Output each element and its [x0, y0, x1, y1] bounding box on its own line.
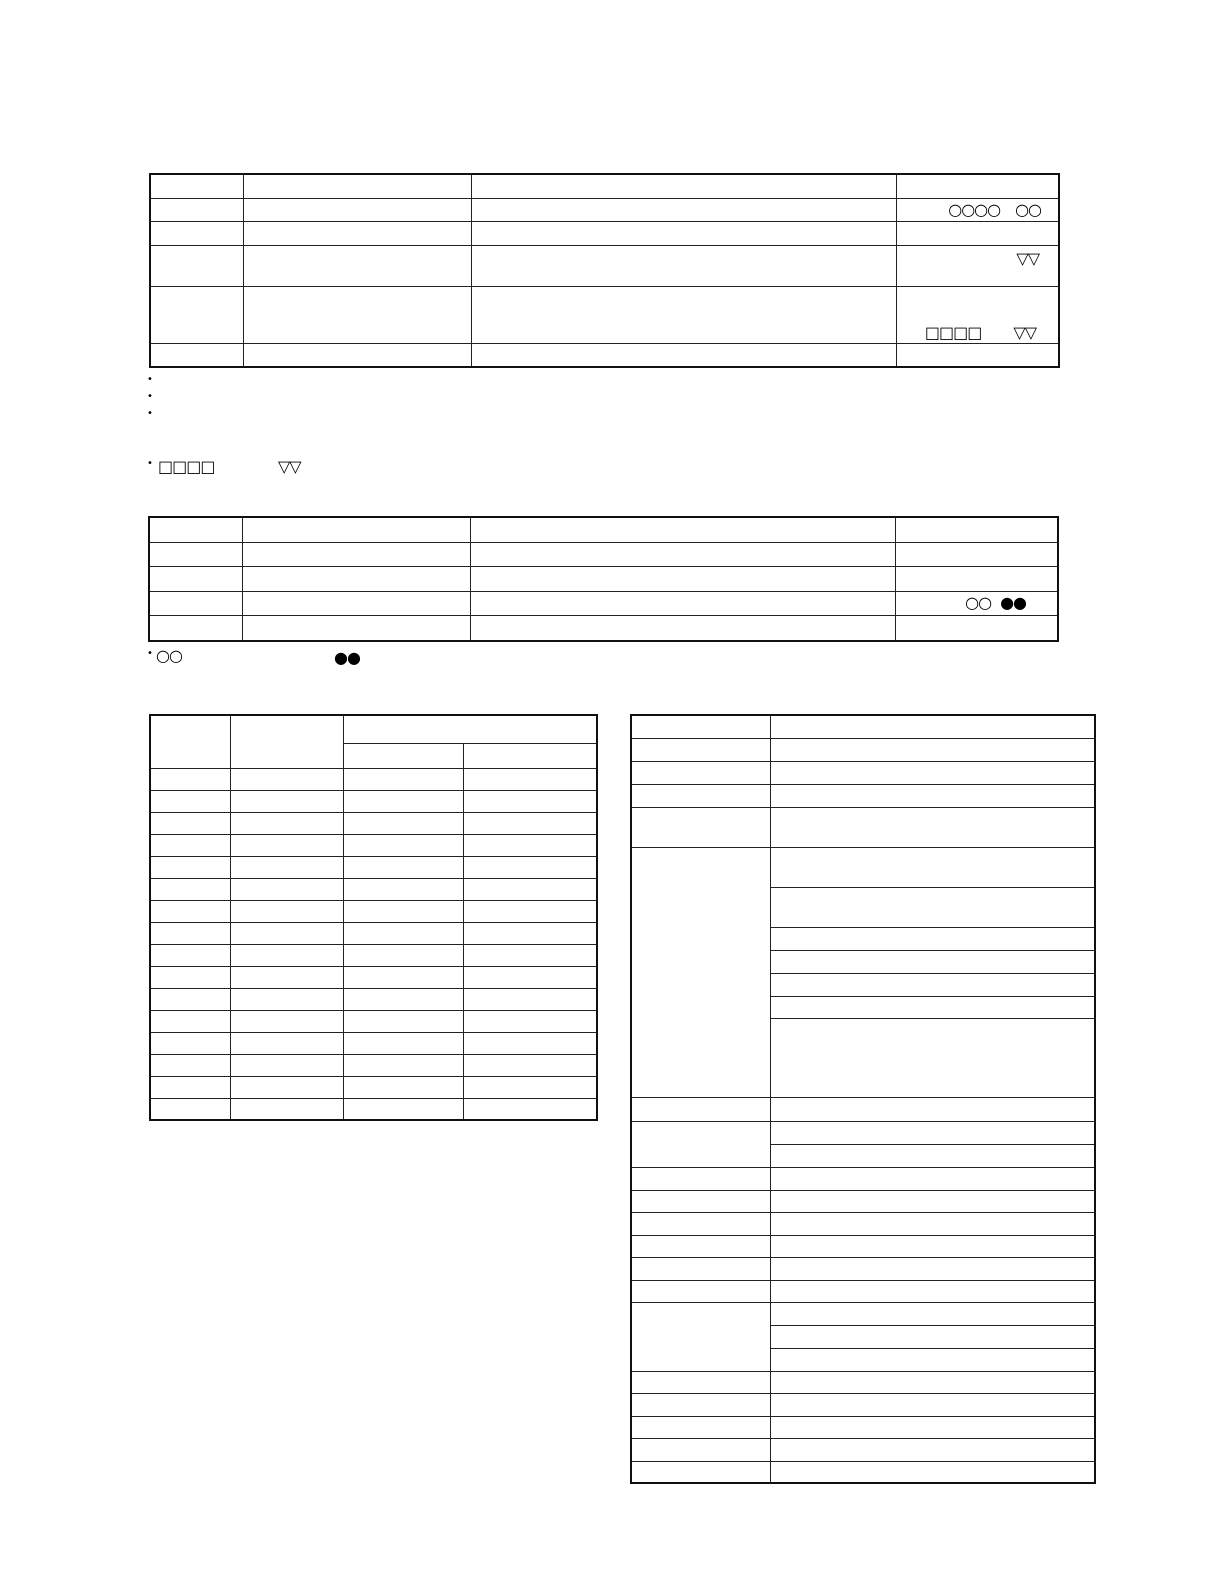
table-cell — [770, 847, 1095, 887]
table-cell — [896, 221, 1059, 245]
table-cell — [463, 768, 597, 790]
squares-symbol: □□□□ — [924, 322, 982, 342]
table-row — [150, 1032, 597, 1054]
table-cell — [631, 1371, 770, 1393]
table-cell — [343, 1054, 463, 1076]
table-cell — [770, 1144, 1095, 1167]
table-cell — [770, 738, 1095, 761]
table-row — [150, 900, 597, 922]
table-row — [631, 1461, 1095, 1483]
table-cell — [463, 1076, 597, 1098]
table-cell — [631, 1393, 770, 1416]
table-cell — [230, 878, 343, 900]
header-cell — [149, 517, 242, 542]
table-row — [150, 812, 597, 834]
table-cell — [770, 1416, 1095, 1438]
table-row — [150, 834, 597, 856]
table-cell — [770, 887, 1095, 927]
table-cell — [770, 1235, 1095, 1257]
table-cell — [150, 812, 230, 834]
triangles-symbol: ▽▽ — [278, 457, 301, 476]
table-cell — [895, 566, 1058, 591]
table-cell — [150, 1010, 230, 1032]
table-cell — [343, 966, 463, 988]
table-cell — [896, 286, 1059, 343]
table-cell — [343, 878, 463, 900]
table-cell — [150, 221, 243, 245]
table-cell — [343, 944, 463, 966]
table-cell — [631, 1438, 770, 1461]
table-cell — [230, 966, 343, 988]
table-cell — [470, 542, 895, 566]
table-cell — [463, 1010, 597, 1032]
table-cell — [463, 856, 597, 878]
header-cell — [631, 715, 770, 738]
table-cell — [770, 807, 1095, 847]
table-cell — [463, 790, 597, 812]
note-bullet: • — [147, 408, 153, 419]
squares-symbol: □□□□ — [158, 457, 215, 476]
table-cell — [471, 198, 896, 221]
merged-cell — [631, 1121, 770, 1167]
table-cell — [770, 950, 1095, 973]
table-cell — [230, 922, 343, 944]
filled-circles-symbol: ●● — [334, 648, 360, 667]
table-cell — [631, 1257, 770, 1280]
table-cell — [631, 1212, 770, 1235]
table-cell — [631, 784, 770, 807]
table-cell — [150, 878, 230, 900]
table-row — [631, 1257, 1095, 1280]
table-row — [631, 1302, 1095, 1325]
table-2 — [148, 516, 1059, 642]
table-cell — [895, 542, 1058, 566]
table-cell — [150, 343, 243, 367]
header-cell — [471, 174, 896, 198]
table-cell — [343, 900, 463, 922]
table-row — [631, 1121, 1095, 1144]
table-cell — [770, 1167, 1095, 1190]
table-row — [631, 761, 1095, 784]
table-row — [149, 615, 1058, 641]
table-cell — [230, 768, 343, 790]
table-cell — [631, 761, 770, 784]
table-cell — [343, 922, 463, 944]
table-cell — [770, 1371, 1095, 1393]
table-row — [150, 922, 597, 944]
table-cell — [770, 973, 1095, 996]
header-cell — [770, 715, 1095, 738]
table-row — [631, 738, 1095, 761]
table-cell — [150, 944, 230, 966]
table-cell — [150, 988, 230, 1010]
table-row — [150, 768, 597, 790]
table-row — [150, 856, 597, 878]
table-row — [150, 790, 597, 812]
header-cell — [242, 517, 470, 542]
open-circles-symbol: ○○○○ — [948, 199, 1001, 219]
table-cell — [470, 615, 895, 641]
table-1 — [149, 173, 1060, 368]
table-row — [631, 1393, 1095, 1416]
table-row — [150, 878, 597, 900]
table-cell — [150, 768, 230, 790]
table-cell — [150, 790, 230, 812]
table-cell — [150, 198, 243, 221]
open-circles-symbol: ○○ — [1015, 199, 1041, 219]
table-cell — [463, 900, 597, 922]
table-cell — [471, 286, 896, 343]
table-cell — [631, 1461, 770, 1483]
table-cell — [230, 1032, 343, 1054]
table-cell — [343, 812, 463, 834]
table-cell — [150, 922, 230, 944]
table-row — [631, 847, 1095, 887]
table-cell — [896, 343, 1059, 367]
table-cell — [770, 1257, 1095, 1280]
table-cell — [243, 198, 471, 221]
table-cell — [230, 1010, 343, 1032]
table-cell — [631, 1416, 770, 1438]
table-cell — [463, 988, 597, 1010]
table-cell — [243, 343, 471, 367]
table-cell — [463, 834, 597, 856]
table-cell — [150, 286, 243, 343]
triangles-symbol: ▽▽ — [1016, 248, 1039, 268]
open-circles-symbol: ○○ — [965, 593, 992, 612]
table-row — [150, 1010, 597, 1032]
table-row — [150, 245, 1059, 286]
table-row — [631, 1371, 1095, 1393]
table-cell — [150, 834, 230, 856]
table-cell — [343, 834, 463, 856]
table-header-row — [150, 715, 597, 743]
table-row — [631, 1280, 1095, 1302]
table-cell — [242, 566, 470, 591]
table-cell — [230, 1076, 343, 1098]
table-cell — [463, 966, 597, 988]
table-row — [150, 198, 1059, 221]
table-cell — [895, 615, 1058, 641]
merged-cell — [631, 1302, 770, 1371]
table-cell — [770, 996, 1095, 1018]
table-cell — [150, 966, 230, 988]
header-cell — [896, 174, 1059, 198]
table-cell — [343, 1076, 463, 1098]
table-cell — [150, 245, 243, 286]
table-cell — [463, 1054, 597, 1076]
note-bullet: • — [147, 648, 153, 659]
subheader-cell — [463, 743, 597, 768]
table-cell — [230, 856, 343, 878]
note-bullet: • — [147, 458, 153, 469]
table-row — [149, 542, 1058, 566]
table-cell — [463, 1098, 597, 1120]
table-cell — [150, 1032, 230, 1054]
triangles-symbol: ▽▽ — [1013, 322, 1036, 342]
header-cell — [150, 174, 243, 198]
table-cell — [343, 1098, 463, 1120]
table-row — [150, 1054, 597, 1076]
table-cell — [149, 566, 242, 591]
table-cell — [230, 1098, 343, 1120]
table-cell — [463, 878, 597, 900]
subheader-cell — [343, 743, 463, 768]
table-cell — [631, 1097, 770, 1121]
table-cell — [230, 790, 343, 812]
table-cell — [471, 221, 896, 245]
table-cell — [343, 856, 463, 878]
table-cell — [770, 1438, 1095, 1461]
table-row — [150, 988, 597, 1010]
table-cell — [230, 1054, 343, 1076]
table-cell — [470, 591, 895, 615]
table-row — [631, 1097, 1095, 1121]
table-header-row — [149, 517, 1058, 542]
table-cell — [343, 768, 463, 790]
table-cell — [243, 245, 471, 286]
table-cell — [150, 856, 230, 878]
table-row — [631, 1190, 1095, 1212]
table-cell — [230, 944, 343, 966]
table-row — [149, 591, 1058, 615]
table-cell — [631, 1280, 770, 1302]
header-cell — [150, 715, 230, 768]
table-cell — [242, 542, 470, 566]
table-header-row — [631, 715, 1095, 738]
table-cell — [896, 245, 1059, 286]
table-cell — [770, 1190, 1095, 1212]
table-cell — [343, 988, 463, 1010]
header-cell — [230, 715, 343, 768]
table-cell — [230, 834, 343, 856]
table-cell — [770, 1461, 1095, 1483]
table-row — [150, 286, 1059, 343]
table-cell — [770, 1212, 1095, 1235]
table-cell — [150, 900, 230, 922]
header-cell — [470, 517, 895, 542]
table-row — [149, 566, 1058, 591]
table-cell — [149, 615, 242, 641]
table-cell — [150, 1076, 230, 1098]
table-cell — [343, 1010, 463, 1032]
open-circles-symbol: ○○ — [156, 646, 182, 665]
table-cell — [631, 1235, 770, 1257]
table-cell — [896, 198, 1059, 221]
header-group-cell — [343, 715, 597, 743]
table-row — [150, 966, 597, 988]
header-cell — [895, 517, 1058, 542]
table-row — [631, 784, 1095, 807]
table-cell — [770, 1393, 1095, 1416]
table-cell — [770, 1097, 1095, 1121]
table-cell — [230, 988, 343, 1010]
table-cell — [463, 812, 597, 834]
table-row — [150, 221, 1059, 245]
table-row — [631, 1235, 1095, 1257]
table-row — [150, 1098, 597, 1120]
table-row — [150, 1076, 597, 1098]
table-cell — [770, 1280, 1095, 1302]
table-cell — [770, 927, 1095, 950]
table-cell — [631, 1167, 770, 1190]
table-cell — [343, 790, 463, 812]
table-row — [631, 1416, 1095, 1438]
table-cell — [631, 738, 770, 761]
filled-circles-symbol: ●● — [1000, 593, 1026, 612]
table-cell — [149, 591, 242, 615]
table-cell — [770, 761, 1095, 784]
table-row — [631, 1212, 1095, 1235]
note-bullet: • — [147, 391, 153, 402]
table-cell — [463, 944, 597, 966]
table-cell — [343, 1032, 463, 1054]
table-row — [150, 343, 1059, 367]
table-cell — [770, 1121, 1095, 1144]
table-cell — [243, 286, 471, 343]
table-cell — [631, 1190, 770, 1212]
table-cell — [243, 221, 471, 245]
table-4 — [630, 714, 1096, 1484]
table-cell — [770, 1325, 1095, 1348]
table-cell — [770, 1018, 1095, 1097]
table-cell — [230, 812, 343, 834]
table-cell — [770, 784, 1095, 807]
table-row — [150, 944, 597, 966]
note-bullet: • — [147, 374, 153, 385]
table-cell — [770, 1348, 1095, 1371]
table-row — [631, 1167, 1095, 1190]
table-cell — [242, 615, 470, 641]
table-cell — [463, 922, 597, 944]
header-cell — [243, 174, 471, 198]
table-cell — [150, 1054, 230, 1076]
table-cell — [242, 591, 470, 615]
table-cell — [230, 900, 343, 922]
table-3 — [149, 714, 598, 1121]
table-header-row — [150, 174, 1059, 198]
table-cell — [471, 245, 896, 286]
table-cell — [470, 566, 895, 591]
table-cell — [770, 1302, 1095, 1325]
table-row — [631, 807, 1095, 847]
table-cell — [463, 1032, 597, 1054]
table-cell — [149, 542, 242, 566]
table-row — [631, 1438, 1095, 1461]
table-cell — [895, 591, 1058, 615]
merged-cell — [631, 847, 770, 1097]
table-cell — [631, 807, 770, 847]
table-cell — [150, 1098, 230, 1120]
table-cell — [471, 343, 896, 367]
